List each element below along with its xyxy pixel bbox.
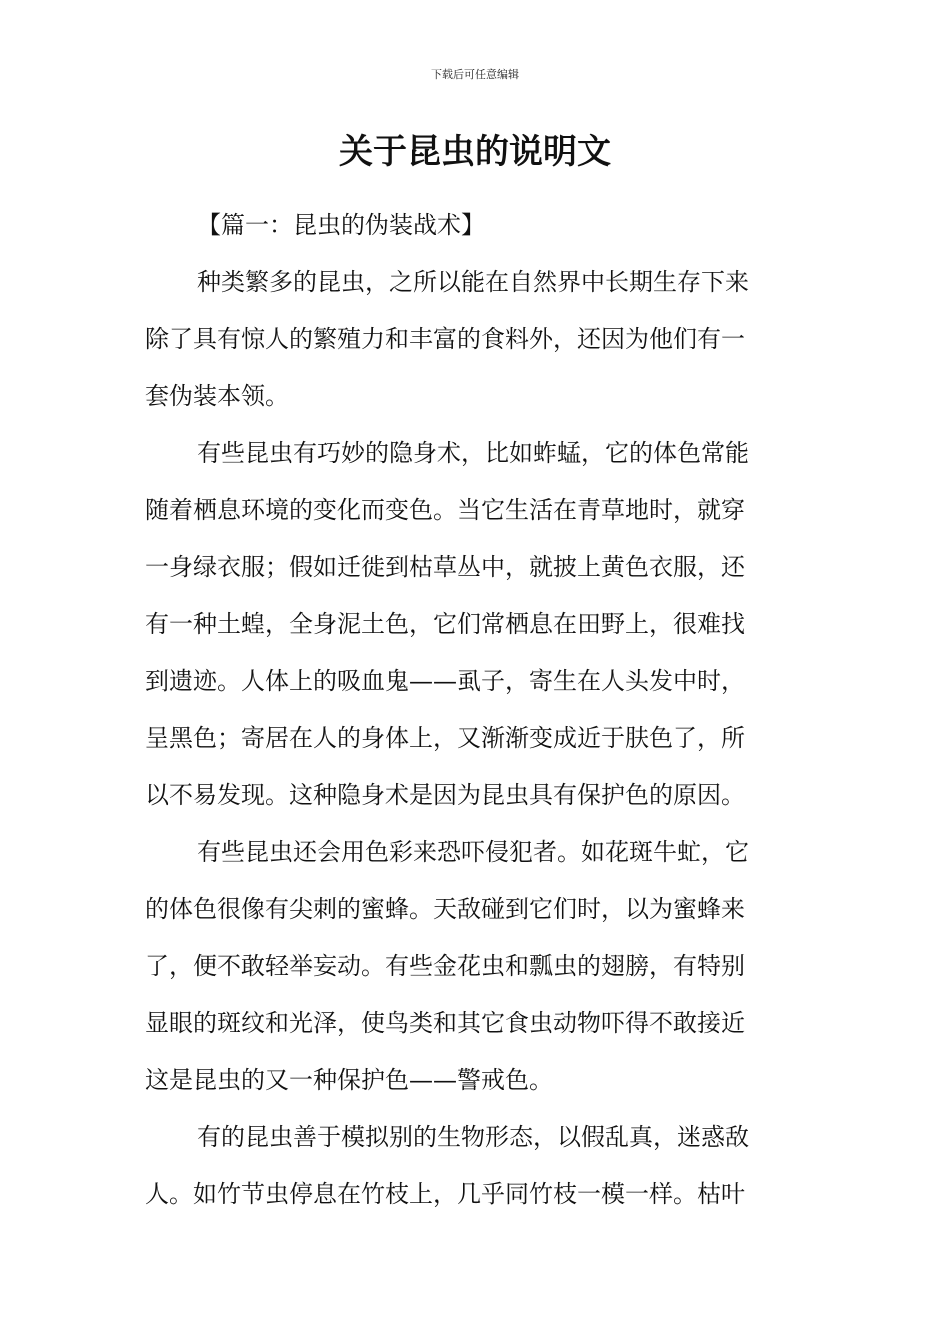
paragraph-line: 显眼的斑纹和光泽，使鸟类和其它食虫动物吓得不敢接近 xyxy=(145,1009,745,1037)
paragraph-line: 这是昆虫的又一种保护色——警戒色。 xyxy=(145,1066,553,1094)
paragraph-line: 人。如竹节虫停息在竹枝上，几乎同竹枝一模一样。枯叶 xyxy=(145,1180,745,1208)
page-title: 关于昆虫的说明文 xyxy=(339,132,611,172)
paragraph-line: 到遗迹。人体上的吸血鬼——虱子，寄生在人头发中时， xyxy=(145,667,745,695)
article-body xyxy=(145,197,813,1223)
header-note: 下载后可任意编辑 xyxy=(431,68,519,81)
paragraph-2 xyxy=(145,425,813,824)
paragraph-line: 呈黑色；寄居在人的身体上，又渐渐变成近于肤色了，所 xyxy=(145,724,745,752)
paragraph-1 xyxy=(145,254,813,425)
paragraph-line: 一身绿衣服；假如迁徙到枯草丛中，就披上黄色衣服，还 xyxy=(145,553,745,581)
paragraph-line: 随着栖息环境的变化而变色。当它生活在青草地时，就穿 xyxy=(145,496,745,524)
paragraph-line: 套伪装本领。 xyxy=(145,382,289,410)
paragraph-line: 种类繁多的昆虫，之所以能在自然界中长期生存下来 xyxy=(197,268,749,296)
section-heading: 【篇一：昆虫的伪装战术】 xyxy=(197,211,485,239)
paragraph-line: 有些昆虫有巧妙的隐身术，比如蚱蜢，它的体色常能 xyxy=(197,439,749,467)
paragraph-line: 以不易发现。这种隐身术是因为昆虫具有保护色的原因。 xyxy=(145,781,745,809)
paragraph-3 xyxy=(145,824,813,1109)
paragraph-line: 有些昆虫还会用色彩来恐吓侵犯者。如花斑牛虻，它 xyxy=(197,838,749,866)
paragraph-4 xyxy=(145,1109,813,1223)
paragraph-line: 有一种土蝗，全身泥土色，它们常栖息在田野上，很难找 xyxy=(145,610,745,638)
paragraph-line: 的体色很像有尖刺的蜜蜂。天敌碰到它们时，以为蜜蜂来 xyxy=(145,895,745,923)
paragraph-line: 了，便不敢轻举妄动。有些金花虫和瓢虫的翅膀，有特别 xyxy=(145,952,745,980)
paragraph-line: 除了具有惊人的繁殖力和丰富的食料外，还因为他们有一 xyxy=(145,325,745,353)
paragraph-line: 有的昆虫善于模拟别的生物形态，以假乱真，迷惑敌 xyxy=(197,1123,749,1151)
